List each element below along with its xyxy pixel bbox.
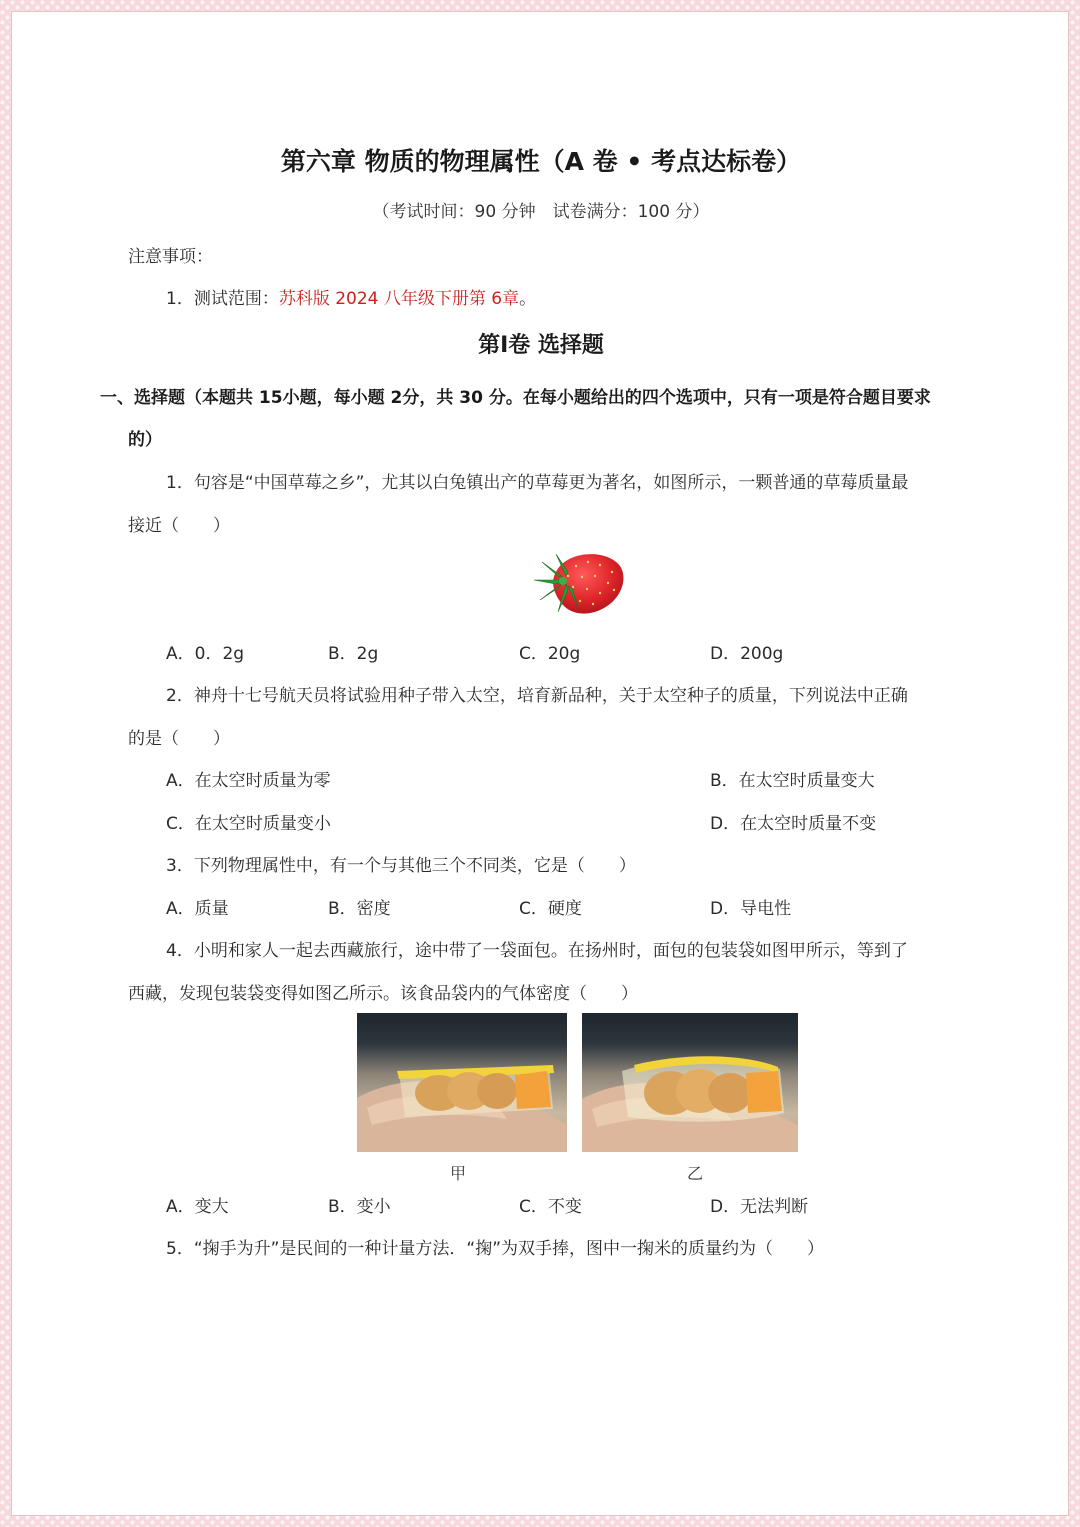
q4-option-c[interactable]: C．不变 (519, 1197, 582, 1217)
question-2-text: 2．神舟十七号航天员将试验用种子带入太空，培育新品种，关于太空种子的质量，下列说法中正确 (166, 686, 908, 706)
q3-option-b[interactable]: B．密度 (328, 899, 391, 919)
exam-info: （考试时间：90 分钟 试卷满分：100 分） (372, 202, 710, 222)
caption-jia: 甲 (450, 1164, 467, 1183)
question-3-text: 3．下列物理属性中，有一个与其他三个不同类，它是（ ） (166, 856, 636, 876)
q3-option-c[interactable]: C．硬度 (519, 899, 582, 919)
exam-page (11, 11, 1069, 1516)
q2-option-a[interactable]: A．在太空时质量为零 (166, 771, 331, 791)
question-4-text: 4．小明和家人一起去西藏旅行，途中带了一袋面包。在扬州时，面包的包装袋如图甲所示，等到了 (166, 941, 908, 961)
question-5-text: 5．“掬手为升”是民间的一种计量方法．“掬”为双手捧，图中一掬米的质量约为（ ） (166, 1239, 825, 1259)
strawberry-image (528, 546, 628, 618)
question-1-text: 1．句容是“中国草莓之乡”，尤其以白兔镇出产的草莓更为著名，如图所示，一颗普通的草莓质量最 (166, 473, 909, 493)
caption-yi: 乙 (687, 1164, 704, 1183)
q4-option-d[interactable]: D．无法判断 (710, 1197, 809, 1217)
q2-option-d[interactable]: D．在太空时质量不变 (710, 814, 877, 834)
q4-option-b[interactable]: B．变小 (328, 1197, 391, 1217)
note-1-suffix: 。 (519, 289, 537, 309)
question-4-text-cont: 西藏，发现包装袋变得如图乙所示。该食品袋内的气体密度（ ） (128, 984, 638, 1004)
question-2-text-cont: 的是（ ） (128, 729, 230, 749)
q3-option-a[interactable]: A．质量 (166, 899, 229, 919)
question-1-text-cont: 接近（ ） (128, 516, 230, 536)
q4-option-a[interactable]: A．变大 (166, 1197, 229, 1217)
part-instructions-line1: 一、选择题（本题共 15小题，每小题 2分，共 30 分。在每小题给出的四个选项中，只有一项是符合题目要求 (100, 388, 931, 408)
q1-option-d[interactable]: D．200g (710, 644, 784, 664)
q3-option-d[interactable]: D．导电性 (710, 899, 792, 919)
bread-bag-photo-yi (582, 1013, 798, 1152)
q1-option-c[interactable]: C．20g (519, 644, 581, 664)
q1-option-b[interactable]: B．2g (328, 644, 379, 664)
q1-option-a[interactable]: A．0．2g (166, 644, 245, 664)
page-title: 第六章 物质的物理属性（A 卷 • 考点达标卷） (280, 147, 802, 176)
q2-option-b[interactable]: B．在太空时质量变大 (710, 771, 875, 791)
test-range: 苏科版 2024 八年级下册第 6章 (278, 289, 520, 309)
note-1-prefix: 1．测试范围： (166, 289, 279, 309)
note-1 (166, 284, 536, 309)
bread-bag-photo-jia (357, 1013, 567, 1152)
q2-option-c[interactable]: C．在太空时质量变小 (166, 814, 331, 834)
part-instructions-line2: 的） (128, 430, 162, 450)
notes-heading: 注意事项： (128, 247, 213, 267)
section-title: 第Ⅰ卷 选择题 (478, 333, 604, 358)
